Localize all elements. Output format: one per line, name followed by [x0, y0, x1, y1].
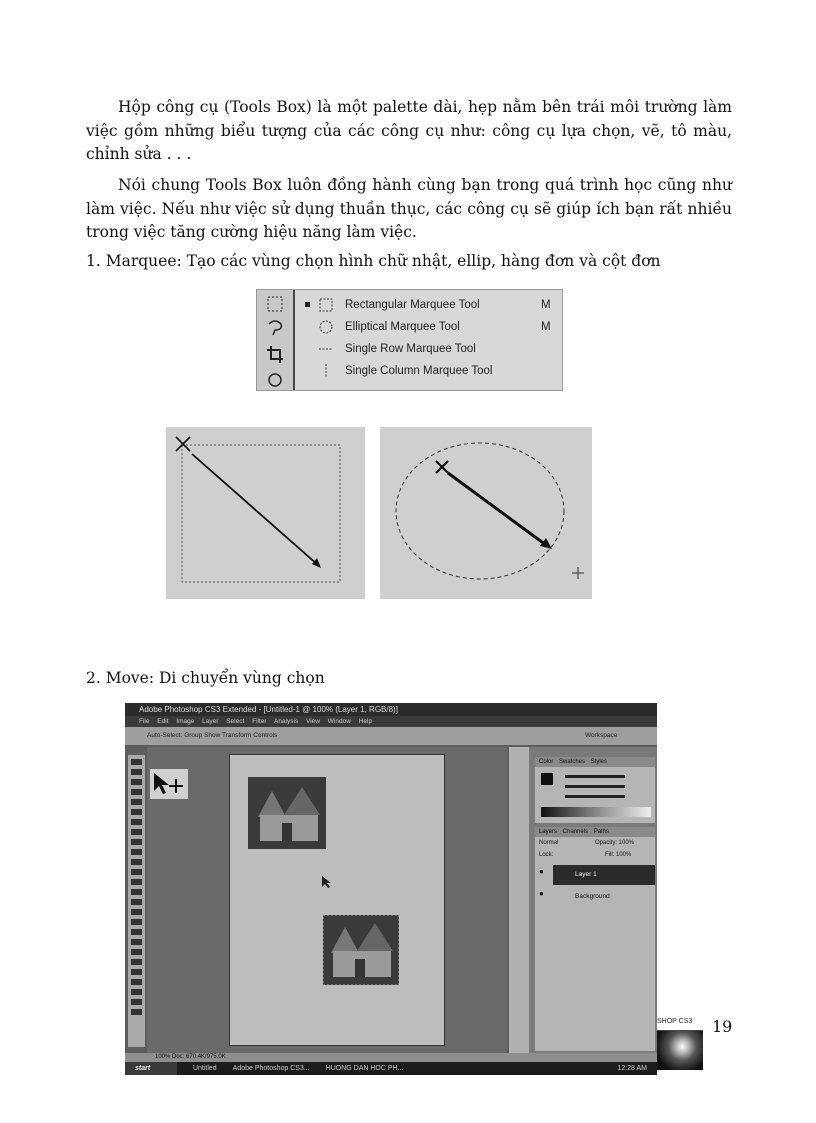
panel-dock-icons[interactable] [509, 747, 529, 1059]
crosshair-cursor-icon [572, 567, 584, 579]
house-photo-moved[interactable] [323, 915, 399, 985]
lasso-tool-icon[interactable] [265, 318, 285, 338]
layer-row[interactable]: Layer 1 [553, 865, 655, 885]
move-tool-icon [150, 769, 188, 799]
color-slider-b[interactable] [565, 795, 625, 798]
workspace-button[interactable]: Workspace [585, 732, 618, 739]
menu-item-shortcut: M [541, 299, 551, 311]
eye-icon[interactable]: ● [539, 867, 544, 876]
arrow-head-icon [312, 558, 321, 568]
color-ramp[interactable] [541, 807, 651, 817]
move-cursor-icon [321, 875, 333, 889]
foreground-swatch[interactable] [541, 773, 553, 785]
menu-item-single-column-marquee[interactable] [301, 360, 559, 382]
taskbar-clock: 12:28 AM [617, 1065, 647, 1072]
tool-column [257, 290, 295, 390]
options-bar [125, 727, 657, 745]
footer-label: SHOP CS3 [657, 1018, 693, 1025]
menu-bar[interactable]: File Edit Image Layer Select Filter Analysis View Window Help [125, 716, 657, 727]
menu-item-label: Rectangular Marquee Tool [345, 299, 480, 311]
marquee-tool-menu [256, 289, 563, 391]
menu-item-rectangular-marquee[interactable] [301, 294, 559, 316]
start-button[interactable]: start [125, 1062, 177, 1075]
menu-item-label: Single Row Marquee Tool [345, 343, 476, 355]
toolbox [128, 755, 145, 1047]
window-title: Adobe Photoshop CS3 Extended - [Untitled-1 @ 100% (Layer 1, RGB/8)] [125, 703, 657, 716]
status-bar: 100% Doc: 670.4K/975.0K [125, 1053, 657, 1062]
blend-mode-select[interactable]: Normal [539, 840, 559, 846]
layers-panel [535, 827, 655, 1051]
options-text[interactable]: Auto-Select: Group Show Transform Controls [147, 732, 278, 739]
marquee-tool-icon[interactable] [265, 294, 285, 314]
menu-item-label: Single Column Marquee Tool [345, 365, 493, 377]
rectangular-marquee-icon [319, 298, 333, 312]
color-panel-tabs[interactable]: Color Swatches Styles [535, 757, 655, 767]
page-number: 19 [712, 1017, 733, 1036]
taskbar-item[interactable]: HUONG DAN HOC PH... [325, 1065, 404, 1072]
windows-taskbar [125, 1062, 657, 1075]
house-photo-original[interactable] [248, 777, 326, 849]
color-panel [535, 757, 655, 823]
opacity-field[interactable]: Opacity: 100% [595, 840, 635, 846]
menu-item-shortcut: M [541, 321, 551, 333]
menu-item-single-row-marquee[interactable] [301, 338, 559, 360]
lock-label: Lock: [539, 852, 554, 858]
eye-icon[interactable]: ● [539, 889, 544, 898]
marquee-heading: 1. Marquee: Tạo các vùng chọn hình chữ nhật, ellip, hàng đơn và cột đơn [86, 252, 661, 270]
taskbar-item[interactable]: Untitled [192, 1065, 217, 1072]
cross-cursor-icon [176, 437, 190, 451]
color-slider-g[interactable] [565, 785, 625, 788]
fill-field[interactable]: Fill: 100% [605, 852, 632, 858]
single-column-marquee-icon [319, 364, 333, 378]
layers-panel-tabs[interactable]: Layers Channels Paths [535, 827, 655, 837]
elliptical-marquee-icon [319, 320, 333, 334]
crop-tool-icon[interactable] [265, 344, 285, 364]
selected-bullet-icon [305, 302, 310, 307]
intro-paragraph: Hộp công cụ (Tools Box) là một palette dài, hẹp nằm bên trái môi trường làm việc gồm những biểu tượng của các công cụ như: công cụ lựa chọn, vẽ, tô màu, chỉnh sửa . . . [86, 98, 732, 163]
menu-item-elliptical-marquee[interactable] [301, 316, 559, 338]
menu-item-label: Elliptical Marquee Tool [345, 321, 460, 333]
healing-tool-icon[interactable] [265, 370, 285, 390]
single-row-marquee-icon [319, 342, 333, 356]
move-heading: 2. Move: Di chuyển vùng chọn [86, 669, 325, 687]
layer-row[interactable]: Background [575, 893, 610, 900]
toolsbox-paragraph: Nói chung Tools Box luôn đồng hành cùng bạn trong quá trình học cũng như làm việc. Nếu như việc sử dụng thuần thục, các công cụ sẽ giúp ích bạn rất nhiều trong việc tăng cường hiệu năng làm việc. [86, 176, 732, 241]
cross-cursor-icon [436, 461, 448, 473]
rectangular-selection-illustration [166, 427, 365, 599]
color-slider-r[interactable] [565, 775, 625, 778]
photoshop-window [125, 703, 657, 1075]
taskbar-item[interactable]: Adobe Photoshop CS3... [232, 1065, 310, 1072]
marquee-flyout [301, 294, 559, 382]
footer-globe-icon [657, 1031, 703, 1070]
elliptical-selection-illustration [380, 427, 592, 599]
